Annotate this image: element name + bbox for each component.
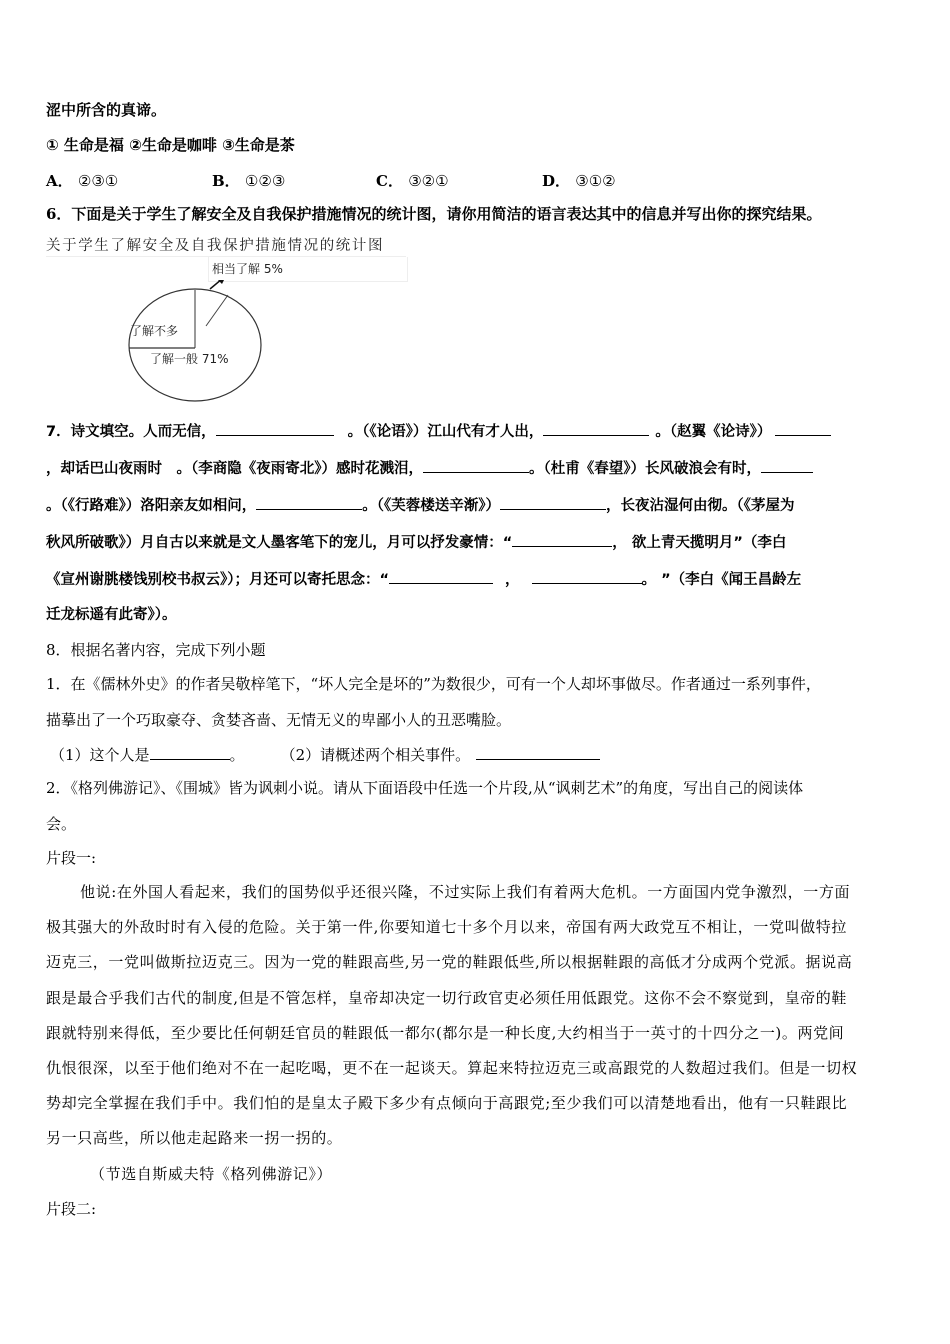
answer-blank[interactable]: [532, 569, 642, 584]
answer-blank[interactable]: [256, 495, 362, 510]
q7-text: 。（赵翼《论诗》）: [655, 424, 772, 440]
fragment1-line: 迈克三，一党叫做斯拉迈克三。因为一党的鞋跟高些,另一党的鞋跟低些,所以根据鞋跟的高低才分成两个党派。据说高: [46, 953, 853, 971]
fragment1-line: 另一只高些，所以他走起路来一拐一拐的。: [46, 1129, 343, 1147]
q8-sub2-line2: 会。: [46, 815, 77, 833]
q7-text: 《宣州谢朓楼饯别校书叔云》）；月还可以寄托思念：“: [46, 572, 390, 588]
option-key: A．: [46, 172, 73, 190]
answer-blank[interactable]: [500, 495, 606, 510]
q7-text: 7．诗文填空。人而无信，: [46, 424, 216, 440]
answer-blank[interactable]: [216, 421, 334, 436]
q7-line-1: [46, 421, 831, 442]
answer-blank[interactable]: [512, 532, 612, 547]
answer-blank[interactable]: [423, 458, 529, 473]
answer-blank[interactable]: [543, 421, 649, 436]
option-key: B．: [212, 172, 240, 190]
q8-sub1-q1: （1）这个人是: [50, 746, 150, 764]
q7-text: 。（《行路难》）洛阳亲友如相问，: [46, 498, 257, 514]
q8-sub1-line2: 描摹出了一个巧取豪夺、贪婪吝啬、无情无义的卑鄙小人的丑恶嘴脸。: [46, 711, 512, 729]
fragment1-line: 他说:在外国人看起来，我们的国势似乎还很兴隆，不过实际上我们有着两大危机。一方面国内党争激烈，一方面: [80, 883, 851, 901]
option-value: ②③①: [77, 172, 119, 190]
q7-text: ，: [505, 572, 520, 588]
q7-text: 。（《论语》）江山代有才人出，: [347, 424, 544, 440]
fragment1-line: 跟是最合乎我们古代的制度,但是不管怎样，皇帝却决定一切行政官吏必须任用低跟党。这你不会不察觉到，皇帝的鞋: [46, 989, 847, 1007]
q5-text-tail: 涩中所含的真谛。: [46, 101, 167, 119]
option-key: C．: [376, 172, 403, 190]
q7-line-2: [46, 458, 813, 479]
q8-sub2-line1: 2．《格列佛游记》、《围城》皆为讽刺小说。请从下面语段中任选一个片段,从“讽刺艺术”的角度，写出自己的阅读体: [46, 779, 804, 797]
q7-text: ， 欲上青天揽明月”（李白: [612, 535, 787, 551]
q7-line-5: [46, 569, 801, 590]
q5-option-d: [542, 170, 616, 191]
option-value: ③①②: [575, 172, 616, 190]
q7-text: 。（《芙蓉楼送辛渐》）: [362, 498, 500, 514]
chart-title: 关于学生了解安全及自我保护措施情况的统计图: [46, 238, 385, 254]
option-value: ①②③: [244, 172, 286, 190]
q7-line-4: [46, 532, 786, 553]
answer-blank[interactable]: [476, 745, 600, 760]
fragment1-line: 势却完全掌握在我们手中。我们怕的是皇太子殿下多少有点倾向于高跟党;至少我们可以清楚地看出，他有一只鞋跟比: [46, 1094, 848, 1112]
answer-blank[interactable]: [761, 458, 813, 473]
fragment1-source: （节选自斯威夫特《格列佛游记》）: [90, 1165, 333, 1183]
chart-label-little: 了解不多: [130, 324, 179, 338]
chart-label-general: 了解一般 71%: [150, 352, 229, 366]
option-key: D．: [542, 172, 571, 190]
q7-text: ，长夜沾湿何由彻。（《茅屋为: [606, 498, 795, 514]
punctuation: 。: [229, 746, 245, 764]
q7-text: 秋风所破歌》）月自古以来就是文人墨客笔下的宠儿，月可以抒发豪情：“: [46, 535, 513, 551]
q5-option-c: [376, 170, 449, 191]
q8-title: 8．根据名著内容，完成下列小题: [46, 641, 266, 659]
q8-sub1-q2: （2）请概述两个相关事件。: [280, 746, 471, 764]
fragment1-line: 跟就特别来得低，至少要比任何朝廷官员的鞋跟低一都尔(都尔是一种长度,大约相当于一英寸的十四分之一)。两党间: [46, 1024, 845, 1042]
answer-blank[interactable]: [775, 421, 831, 436]
q8-sub1-line1: 1．在《儒林外史》的作者吴敬梓笔下，“坏人完全是坏的”为数很少，可有一个人却坏事做尽。作者通过一系列事件，: [46, 675, 821, 693]
fragment2-label: 片段二:: [46, 1200, 97, 1218]
fragment1-line: 仇恨很深，以至于他们绝对不在一起吃喝，更不在一起谈天。算起来特拉迈克三或高跟党的人数超过我们。但是一切权: [46, 1059, 858, 1077]
q7-text: ，却话巴山夜雨时 。（李商隐《夜雨寄北》）感时花溅泪，: [46, 461, 423, 477]
q5-option-b: [212, 170, 285, 191]
q5-statements: ① 生命是福 ②生命是咖啡 ③生命是茶: [46, 136, 295, 154]
q7-line-6: 迁龙标遥有此寄》）。: [46, 607, 177, 623]
q5-option-a: [46, 170, 118, 191]
chart-label-well: 相当了解 5%: [212, 262, 283, 276]
answer-blank[interactable]: [389, 569, 493, 584]
fragment1-line: 极其强大的外敌时时有入侵的危险。关于第一件,你要知道七十多个月以来，帝国有两大政党互不相让，一党叫做特拉: [46, 918, 847, 936]
q7-text: 。 ”（李白《闻王昌龄左: [641, 572, 802, 588]
answer-blank[interactable]: [150, 745, 230, 760]
pie-chart: [120, 280, 270, 405]
fragment1-label: 片段一:: [46, 849, 97, 867]
q8-sub1-questions: [50, 745, 600, 765]
option-value: ③②①: [408, 172, 449, 190]
q7-text: 。（杜甫《春望》）长风破浪会有时，: [529, 461, 761, 477]
q7-line-3: [46, 495, 795, 516]
q6-prompt: 6．下面是关于学生了解安全及自我保护措施情况的统计图，请你用简洁的语言表达其中的信息并写出你的探究结果。: [46, 205, 822, 223]
